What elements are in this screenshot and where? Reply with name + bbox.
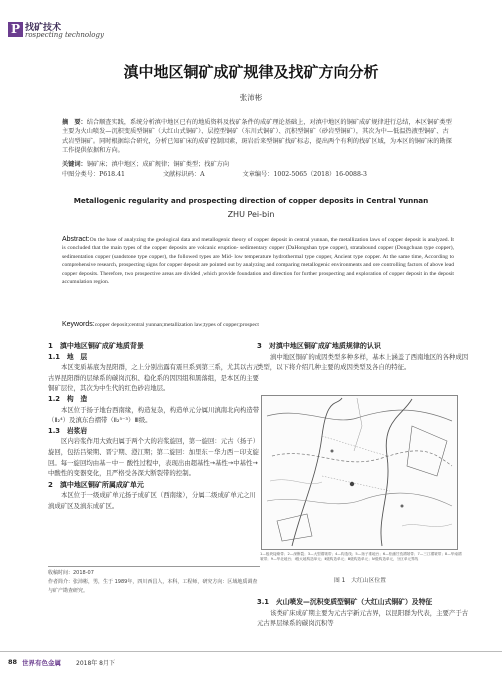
paper-title-en: Metallogenic regularity and prospecting direction of copper deposits in Central Yunnan bbox=[73, 196, 429, 205]
received-date: 收稿时间：2018-07 bbox=[48, 570, 94, 576]
right-column-top bbox=[257, 340, 469, 373]
document-code: 文献标识码：A bbox=[162, 171, 205, 178]
section-1-heading: 1 滇中地区铜矿成矿地质背景 bbox=[48, 342, 144, 350]
journal-name: 世界有色金属 bbox=[22, 659, 61, 667]
section-3-text: 滇中地区铜矿的成因类型多种多样，基本上涵盖了西南地区的各种成因类型，以下将介绍几种主要的成因类型及各自的特征。 bbox=[257, 352, 469, 372]
keywords-zh-text: 铜矿床；滇中地区；成矿规律；铜矿类型；找矿方向 bbox=[86, 161, 230, 168]
abstract-en-text: On the base of analyzing the geological data and metallogenic theory of copper deposit in central yunnan, the metallization laws of copper deposit is analyzed. It is concluded that the main types of the copper deposits are volcanic eruption- sedimentary copper (DaHongshan type copper), stratabound copper (Dongchuan type copper), sedimentation copper (sandstone type copper), the followed types are Mid- low temperature hydrothermal type copper, Ancient type copper. At the same time, According to comprehensive research, prospecting signs for copper deposit are pointed out by analyzing and comparing metallogenic environments and ore controlling factors of above lead copper deposits. Therefore, two prospective areas are divided ,which provide foundation and direction for further prospecting and exploration of copper deposit in the deposit accumulation region. bbox=[62, 237, 454, 286]
figure-1-legend: 1—板块接缘带；2—深断裂；3—大型褶皱带；4—构造线；5—扬子准地台；6—松潘甘孜褶皱带；7—三江褶皱带；8—华南褶皱带；9—华北地台；Ⅰ级大地构造单元；Ⅱ级构造单元；Ⅲ级构造单元；Ⅳ级构造单元，分区单元界线 bbox=[260, 552, 462, 561]
paper-title: 滇中地区铜矿成矿规律及找矿方向分析 bbox=[123, 63, 379, 81]
section-1-3-text: 区内岩浆作用大致归属于两个大的岩浆旋回，第一旋回：元古（扬子）旋回，包括吕梁期、晋宁期、澄江期；第二旋回：加里东－华力西－印支旋回。每一旋回均由基－中－ 酸性过程中，表现出由超基性→基性→中基性→中酸性的变器变化，且严格受各深大断裂带的控制。 bbox=[48, 437, 260, 478]
column-name-zh: 找矿技术 bbox=[25, 23, 62, 33]
article-number: 文章编号：1002-5065（2018）16-0088-3 bbox=[242, 171, 367, 178]
abstract-en bbox=[62, 236, 454, 287]
abstract-zh bbox=[62, 118, 454, 155]
section-3-heading: 3 对滇中地区铜矿成矿地质规律的认识 bbox=[257, 342, 381, 350]
author-bio: 作者简介：张沛彬，男，生于 1989年，四川西昌人，本科，工程师，研究方向：区域地质调查与矿产勘查研究。 bbox=[48, 579, 258, 594]
section-3-1-heading: 3.1 火山喷发—沉积变质型铜矿（大红山式铜矿）及特征 bbox=[257, 598, 433, 606]
keywords-en-text: copper deposit;central yunnan;metallization law;types of copper;prospect bbox=[94, 322, 259, 328]
footnote bbox=[48, 569, 260, 596]
keywords-zh bbox=[62, 159, 229, 168]
section-1-3-heading: 1.3 岩浆岩 bbox=[48, 426, 88, 435]
abstract-zh-text: 结合顺查实践，系统分析滇中地区已有的地质资料及找矿条件的成矿理论基础上，对滇中地区的铜矿成矿规律进行总结，本区铜矿类型主要为火山喷发—沉积变质型铜矿（大红山式铜矿）、层控型铜矿（东川式铜矿）、沉积型铜矿（砂岩型铜矿），其次为中—低温热液型铜矿、古式岩型铜矿。同时根据综合研究，分析已知矿床的成矿控制因素，斑岩后来型铜矿找矿标志，提出两个有利的找矿区域，为本区的铜矿床的勘探工作提供依据和方向。 bbox=[62, 119, 452, 154]
footer-rule bbox=[0, 651, 502, 652]
keywords-en bbox=[62, 321, 454, 328]
column-name-en: rospecting technology bbox=[25, 31, 104, 39]
section-1-2-text: 本区位于扬子地台西南缘，构造复杂，构造单元分属川滇南北向构造带（Ⅱ₂⁴）及滇东台褶带（Ⅱ₂⁵⁻³）Ⅲ级。 bbox=[48, 405, 260, 425]
footnote-divider bbox=[48, 566, 260, 567]
issue-date: 2018年 8月下 bbox=[76, 660, 115, 667]
abstract-zh-label: 摘 要： bbox=[62, 119, 87, 126]
section-3-1-text: 该类矿床成矿期主要为元古宇新元古界，以昆阳群为代表，主要产于古元古界层绿系的碳岗沉积等 bbox=[257, 608, 469, 628]
section-2-heading: 2 滇中地区铜矿所属成矿单元 bbox=[48, 480, 144, 489]
keywords-zh-label: 关键词： bbox=[62, 161, 87, 168]
section-1-1-heading: 1.1 地 层 bbox=[48, 352, 88, 361]
author-name-en: ZHU Pei-bin bbox=[227, 210, 275, 219]
author-name: 张沛彬 bbox=[239, 93, 263, 102]
keywords-en-label: Keywords: bbox=[62, 321, 95, 328]
clc-number: 中图分类号：P618.41 bbox=[62, 171, 125, 178]
page-number: 88 bbox=[8, 658, 18, 666]
abstract-en-label: Abstract: bbox=[62, 236, 90, 243]
section-1-1-text: 本区变质基底为昆阳群，之上分别出露有震旦系到第三系，尤其以古元古界昆阳群的层绿系的碳岗沉积、稳化系的因因组和黑落组，是本区的主要铜矿层位，其次为中生代的红色砂岩地层。 bbox=[48, 363, 260, 393]
classification-row bbox=[62, 169, 454, 178]
journal-logo-icon: P bbox=[8, 22, 23, 37]
section-2-text: 本区位于一级成矿单元扬子成矿区（西南缘），分属二级成矿单元之川滇成矿区及滇东成矿区。 bbox=[48, 491, 256, 510]
left-column bbox=[48, 340, 260, 512]
figure-1-caption: 图 1 大红山区位置 bbox=[334, 578, 386, 584]
right-column-bottom bbox=[257, 597, 469, 629]
section-1-2-heading: 1.2 构 造 bbox=[48, 394, 88, 403]
figure-1-map bbox=[261, 395, 458, 550]
